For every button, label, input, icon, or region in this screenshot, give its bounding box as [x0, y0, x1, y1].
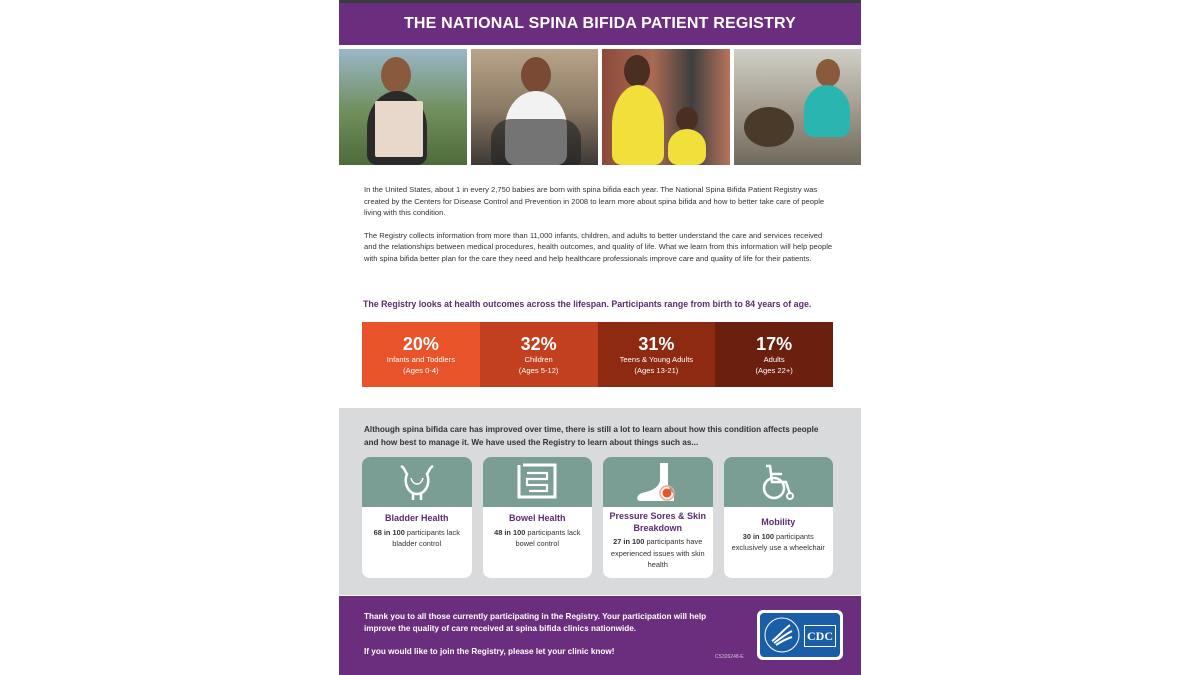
stat-label: Teens & Young Adults	[619, 354, 694, 364]
stat-ages: (Ages 22+)	[755, 365, 793, 375]
learnings-intro: Although spina bifida care has improved over time, there is still a lot to learn about how this condition affects people and how best to manage it. We have used the Registry to learn about things such as...	[364, 425, 819, 447]
card-icon-band	[483, 457, 593, 507]
card-skin	[603, 457, 713, 578]
intro-text	[364, 184, 834, 276]
page-title: THE NATIONAL SPINA BIFIDA PATIENT REGISTRY	[403, 15, 797, 32]
card-mobility	[724, 457, 834, 578]
thanks-text: Thank you to all those currently participating in the Registry. Your participation will help improve the quality of care received at spina bifida clinics nationwide.	[364, 612, 707, 633]
stat-percent: 32%	[520, 333, 557, 354]
hhs-eagle-icon	[762, 615, 802, 655]
outcome-cards	[362, 457, 833, 578]
stat-ages: (Ages 13-21)	[634, 365, 679, 375]
card-desc: 27 in 100 participants have experienced issues with skin health	[610, 537, 705, 569]
stat-label: Infants and Toddlers	[386, 354, 455, 364]
card-title: Pressure Sores & Skin Breakdown	[609, 511, 707, 533]
cdc-logo	[757, 610, 843, 660]
intro-paragraph-1: In the United States, about 1 in every 2,750 babies are born with spina bifida each year. The National Spina Bifida Patient Registry was created by the Centers for Disease Control and Prevention in 2008 to learn more about spina bifida and how to better take care of people living with this condition.	[364, 185, 825, 218]
stat-percent: 17%	[756, 333, 793, 354]
photo-girl-gardening	[734, 49, 862, 165]
card-desc: 30 in 100 participants exclusively use a wheelchair	[731, 531, 825, 552]
photo-strip	[339, 49, 861, 165]
photo-child-holding-photo	[339, 49, 467, 165]
card-desc: 48 in 100 participants lack bowel control	[494, 527, 581, 548]
photo-mother-and-son	[602, 49, 730, 165]
cdc-logo-text: CDC	[804, 625, 836, 647]
stat-percent: 31%	[638, 333, 675, 354]
card-icon-band	[724, 457, 834, 507]
bladder-icon	[395, 462, 439, 502]
stat-adults	[715, 322, 833, 387]
card-desc: 68 in 100 participants lack bladder control	[373, 527, 460, 548]
card-title: Mobility	[761, 517, 796, 527]
stat-label: Adults	[763, 354, 785, 364]
stat-teens	[598, 322, 716, 387]
document-code: CS326248-E	[715, 654, 744, 660]
stat-children	[480, 322, 598, 387]
stat-infants	[362, 322, 480, 387]
lifespan-heading: The Registry looks at health outcomes across the lifespan. Participants range from birth to 84 years of age.	[363, 299, 812, 309]
footer-text	[364, 611, 734, 669]
stat-ages: (Ages 5-12)	[518, 365, 559, 375]
stat-ages: (Ages 0-4)	[403, 365, 439, 375]
intro-paragraph-2: The Registry collects information from more than 11,000 infants, children, and adults to better understand the care and services received and the relationships between medical procedures, health outcomes, and quality of life. What we learn from this information will help people with spina bifida better plan for the care they need and help healthcare professionals improve care and quality of life for their patients.	[364, 230, 833, 263]
wheelchair-icon	[758, 462, 798, 502]
stat-label: Children	[524, 354, 553, 364]
join-text: If you would like to join the Registry, please let your clinic know!	[364, 647, 615, 656]
card-title: Bladder Health	[384, 513, 449, 523]
card-icon-band	[603, 457, 713, 507]
stat-percent: 20%	[402, 333, 439, 354]
header-banner	[339, 3, 861, 45]
intestine-icon	[515, 461, 559, 503]
foot-icon	[634, 461, 682, 503]
card-bowel	[483, 457, 593, 578]
age-distribution-bar	[362, 322, 833, 387]
photo-girl-in-wheelchair	[471, 49, 599, 165]
card-title: Bowel Health	[508, 513, 566, 523]
card-icon-band	[362, 457, 472, 507]
card-bladder	[362, 457, 472, 578]
